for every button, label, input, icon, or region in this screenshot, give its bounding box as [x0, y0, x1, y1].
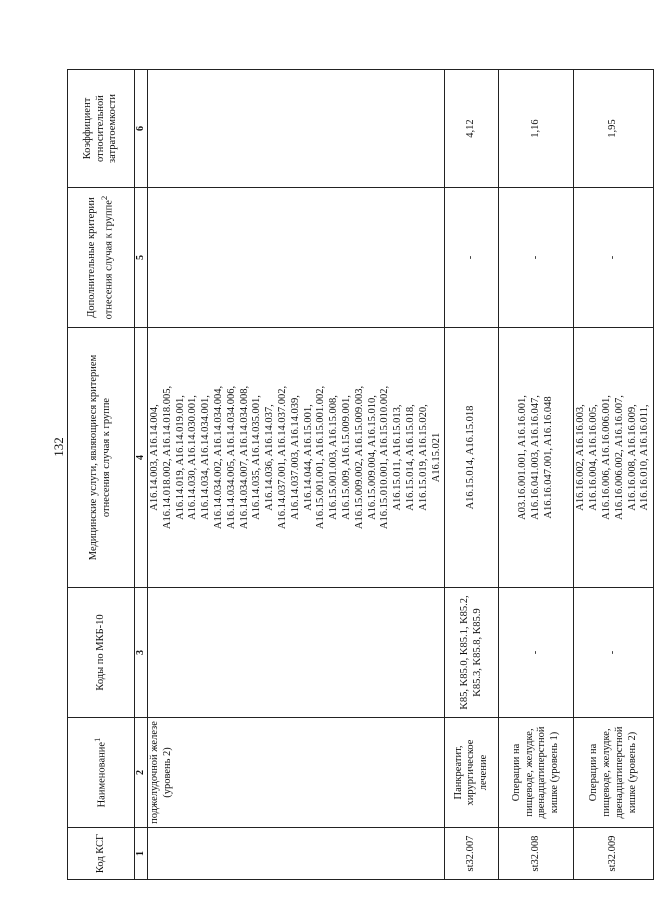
service-line: A16.14.018.002, A16.14.018.005,	[161, 385, 173, 530]
cell-services	[499, 328, 574, 588]
cell-services	[148, 328, 445, 588]
service-line: A16.14.034, A16.14.034.001,	[200, 395, 212, 520]
service-line: A16.16.002, A16.16.003,	[575, 404, 587, 511]
service-line: A16.16.006, A16.16.006.001,	[600, 395, 612, 520]
service-line: A16.15.009, A16.15.009.001,	[340, 395, 352, 520]
service-line: A16.16.041.003, A16.16.047,	[529, 395, 541, 520]
cell-name: поджелудочной железе (уровень 2)	[148, 718, 445, 828]
cell-mkb	[148, 588, 445, 718]
cell-services	[574, 328, 654, 588]
cell-name: Операции на пищеводе, желудке, двенадцатиперстной кишке (уровень 1)	[499, 718, 574, 828]
service-line: A16.15.014, A16.15.018,	[404, 404, 416, 511]
header-services: Медицинские услуги, являющиеся критерием отнесения случая к группе	[68, 328, 135, 588]
cell-code: st32.007	[445, 828, 499, 880]
cell-name: Операции на пищеводе, желудке, двенадцатиперстной кишке (уровень 2)	[574, 718, 654, 828]
service-line: A16.15.021	[430, 432, 442, 483]
service-line: A16.14.036, A16.14.037,	[264, 404, 276, 511]
service-line: A16.15.009.002, A16.15.009.003,	[353, 385, 365, 530]
page-number: 132	[51, 437, 66, 457]
cell-services	[445, 328, 499, 588]
column-number: 6	[135, 70, 148, 188]
service-line: A16.14.034.005, A16.14.034.006,	[225, 385, 237, 530]
cell-mkb: -	[499, 588, 574, 718]
service-line: A16.15.009.004, A16.15.010,	[366, 395, 378, 520]
cell-mkb: -	[574, 588, 654, 718]
table-row	[445, 70, 499, 880]
column-number-row	[135, 70, 148, 880]
service-line: A16.16.006.002, A16.16.007,	[613, 395, 625, 520]
service-line: A16.14.034.007, A16.14.034.008,	[238, 385, 250, 530]
service-line: A16.14.037.003, A16.14.039,	[289, 395, 301, 520]
table-row	[499, 70, 574, 880]
service-line: A16.14.035, A16.14.035.001,	[251, 395, 263, 520]
cell-mkb: K85, K85.0, K85.1, K85.2, K85.3, K85.8, K85.9	[445, 588, 499, 718]
service-line: A16.16.010, A16.16.011,	[639, 404, 651, 511]
cell-coefficient	[148, 70, 445, 188]
service-line: A16.16.004, A16.16.005,	[588, 404, 600, 511]
cell-name: Панкреатит, хирургическое лечение	[445, 718, 499, 828]
kst-table	[67, 69, 654, 880]
service-line: A16.15.014, A16.15.018	[465, 405, 477, 510]
service-line: A03.16.001.001, A16.16.001,	[517, 395, 529, 520]
cell-extra-criteria: -	[574, 188, 654, 328]
column-number: 5	[135, 188, 148, 328]
service-line: A16.14.044, A16.15.001,	[302, 404, 314, 511]
service-line: A16.15.010.001, A16.15.010.002,	[379, 385, 391, 530]
service-line: A16.14.030, A16.14.030.001,	[187, 395, 199, 520]
header-mkb: Коды по МКБ-10	[68, 588, 135, 718]
cell-coefficient: 1,16	[499, 70, 574, 188]
header-code: Код КСГ	[68, 828, 135, 880]
cell-extra-criteria: -	[499, 188, 574, 328]
footnote-mark: 2	[98, 195, 109, 201]
cell-code: st32.008	[499, 828, 574, 880]
service-line: A16.15.001.001, A16.15.001.002,	[315, 385, 327, 530]
header-extra-criteria: Дополнительные критерии отнесения случая к группе$^2$	[68, 188, 135, 328]
table-row	[574, 70, 654, 880]
service-line: A16.15.001.003, A16.15.008,	[328, 395, 340, 520]
service-line: A16.14.019, A16.14.019.001,	[174, 395, 186, 520]
cell-code	[148, 828, 445, 880]
cell-extra-criteria	[148, 188, 445, 328]
cell-code: st32.009	[574, 828, 654, 880]
column-number: 1	[135, 828, 148, 880]
header-coefficient: Коэффициент относительной затратоемкости	[68, 70, 135, 188]
service-line: A16.14.037.001, A16.14.037.002,	[276, 385, 288, 530]
rotated-page	[67, 70, 651, 880]
cell-coefficient: 1,95	[574, 70, 654, 188]
table-header-row	[68, 70, 135, 880]
column-number: 4	[135, 328, 148, 588]
cell-extra-criteria: -	[445, 188, 499, 328]
footnote-mark: 1	[92, 737, 103, 742]
column-number: 3	[135, 588, 148, 718]
service-line: A16.15.011, A16.15.013,	[392, 404, 404, 511]
cell-coefficient: 4,12	[445, 70, 499, 188]
service-line: A16.14.003, A16.14.004,	[149, 404, 160, 511]
service-line: A16.16.008, A16.16.009,	[626, 404, 638, 511]
header-name: Наименование$^1$	[68, 718, 135, 828]
table-row	[148, 70, 445, 880]
service-line: A16.16.047.001, A16.16.048	[542, 396, 554, 519]
column-number: 2	[135, 718, 148, 828]
service-line: A16.15.019, A16.15.020,	[417, 404, 429, 511]
service-line: A16.14.034.002, A16.14.034.004,	[212, 385, 224, 530]
